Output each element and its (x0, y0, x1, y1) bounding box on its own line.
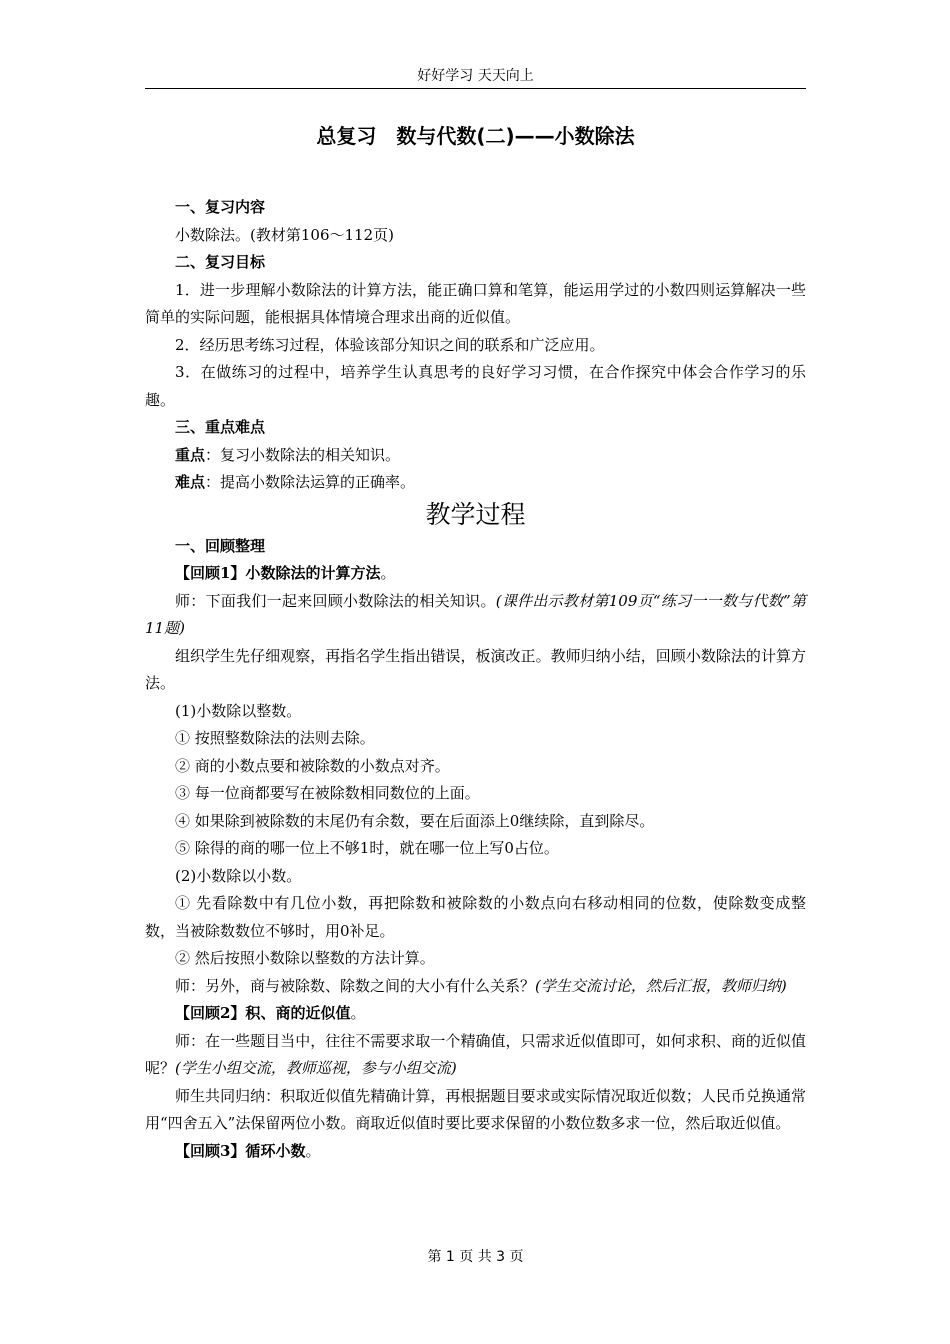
case-2-title: (2)小数除以小数。 (175, 866, 302, 885)
case-1-step: ③ 每一位商都要写在被除数相同数位的上面。 (175, 784, 480, 802)
header-text: 好好学习 天天向上 (417, 68, 534, 84)
review-1-heading (145, 560, 806, 588)
review-2-label: 【回顾2】积、商的近似值 (175, 1004, 351, 1022)
difficult-point (145, 469, 806, 497)
goal-item-3: 3．在做练习的过程中，培养学生认真思考的良好学习习惯，在合作探究中体会合作学习的乐趣。 (145, 363, 806, 409)
case-1-title: (1)小数除以整数。 (175, 701, 302, 720)
teacher-note: (学生小组交流，教师巡视，参与小组交流) (175, 1059, 457, 1077)
teacher-speech: 师：另外，商与被除数、除数之间的大小有什么关系？ (175, 976, 536, 995)
review-1-teacher-question (145, 973, 806, 1001)
review-2-heading (145, 1000, 806, 1028)
section-heading-key-points: 三、重点难点 (175, 418, 266, 436)
review-section-heading: 一、回顾整理 (175, 536, 266, 555)
review-3-label: 【回顾3】循环小数 (175, 1141, 306, 1160)
page-header (145, 64, 806, 89)
review-1-teacher-line (145, 588, 806, 643)
section-heading-review-goals: 二、复习目标 (175, 253, 266, 271)
review-3-period: 。 (305, 1141, 321, 1160)
case-2-step: ① 先看除数中有几位小数，再把除数和被除数的小数点向右移动相同的位数，使除数变成整数，当被除数数位不够时，用0补足。 (145, 894, 806, 940)
teaching-process-heading: 教学过程 (425, 499, 526, 529)
review-1-organize: 组织学生先仔细观察，再指名学生指出错误，板演改正。教师归纳小结，回顾小数除法的计算方法。 (145, 646, 806, 692)
section-heading-review-content: 一、复习内容 (175, 198, 266, 216)
page-title: 总复习 数与代数(二)——小数除法 (316, 124, 635, 148)
review-1-period: 。 (380, 564, 396, 582)
difficult-point-label: 难点 (175, 473, 206, 491)
goal-item-2: 2．经历思考练习过程，体验该部分知识之间的联系和广泛应用。 (175, 335, 605, 354)
review-2-period: 。 (350, 1004, 366, 1022)
difficult-point-text: ：提高小数除法运算的正确率。 (205, 473, 416, 491)
review-2-summary: 师生共同归纳：积取近似值先精确计算，再根据题目要求或实际情况取近似数；人民币兑换通常用“四舍五入”法保留两位小数。商取近似值时要比要求保留的小数位数多求一位，然后取近似值。 (145, 1086, 806, 1132)
review-content-text: 小数除法。(教材第106～112页) (175, 225, 394, 244)
teacher-note: (课件出示教材第109页“练习一一数与代数”第11题) (145, 591, 806, 637)
review-1-label: 【回顾1】小数除法的计算方法 (175, 564, 381, 582)
goal-item-1: 1．进一步理解小数除法的计算方法，能正确口算和笔算，能运用学过的小数四则运算解决一些简单的实际问题，能根据具体情境合理求出商的近似值。 (145, 280, 806, 326)
page-footer (145, 1247, 806, 1267)
case-2-step: ② 然后按照小数除以整数的方法计算。 (175, 949, 435, 967)
teacher-speech: 师：在一些题目当中，往往不需要求取一个精确值，只需求近似值即可，如何求积、商的近似值呢？ (145, 1031, 806, 1077)
review-3-heading (145, 1138, 806, 1166)
case-1-step: ① 按照整数除法的法则去除。 (175, 729, 375, 747)
case-1-step: ④ 如果除到被除数的末尾仍有余数，要在后面添上0继续除，直到除尽。 (175, 811, 655, 830)
teacher-note: (学生交流讨论，然后汇报，教师归纳) (535, 976, 787, 995)
key-point (145, 442, 806, 470)
page-number: 第 1 页 共 3 页 (427, 1249, 524, 1265)
teacher-speech: 师：下面我们一起来回顾小数除法的相关知识。 (175, 591, 496, 610)
key-point-label: 重点 (175, 445, 206, 464)
key-point-text: ：复习小数除法的相关知识。 (205, 445, 401, 464)
review-2-teacher-line (145, 1028, 806, 1083)
case-1-step: ⑤ 除得的商的哪一位上不够1时，就在哪一位上写0占位。 (175, 839, 559, 857)
document-body (145, 194, 806, 1165)
case-1-step: ② 商的小数点要和被除数的小数点对齐。 (175, 756, 450, 775)
